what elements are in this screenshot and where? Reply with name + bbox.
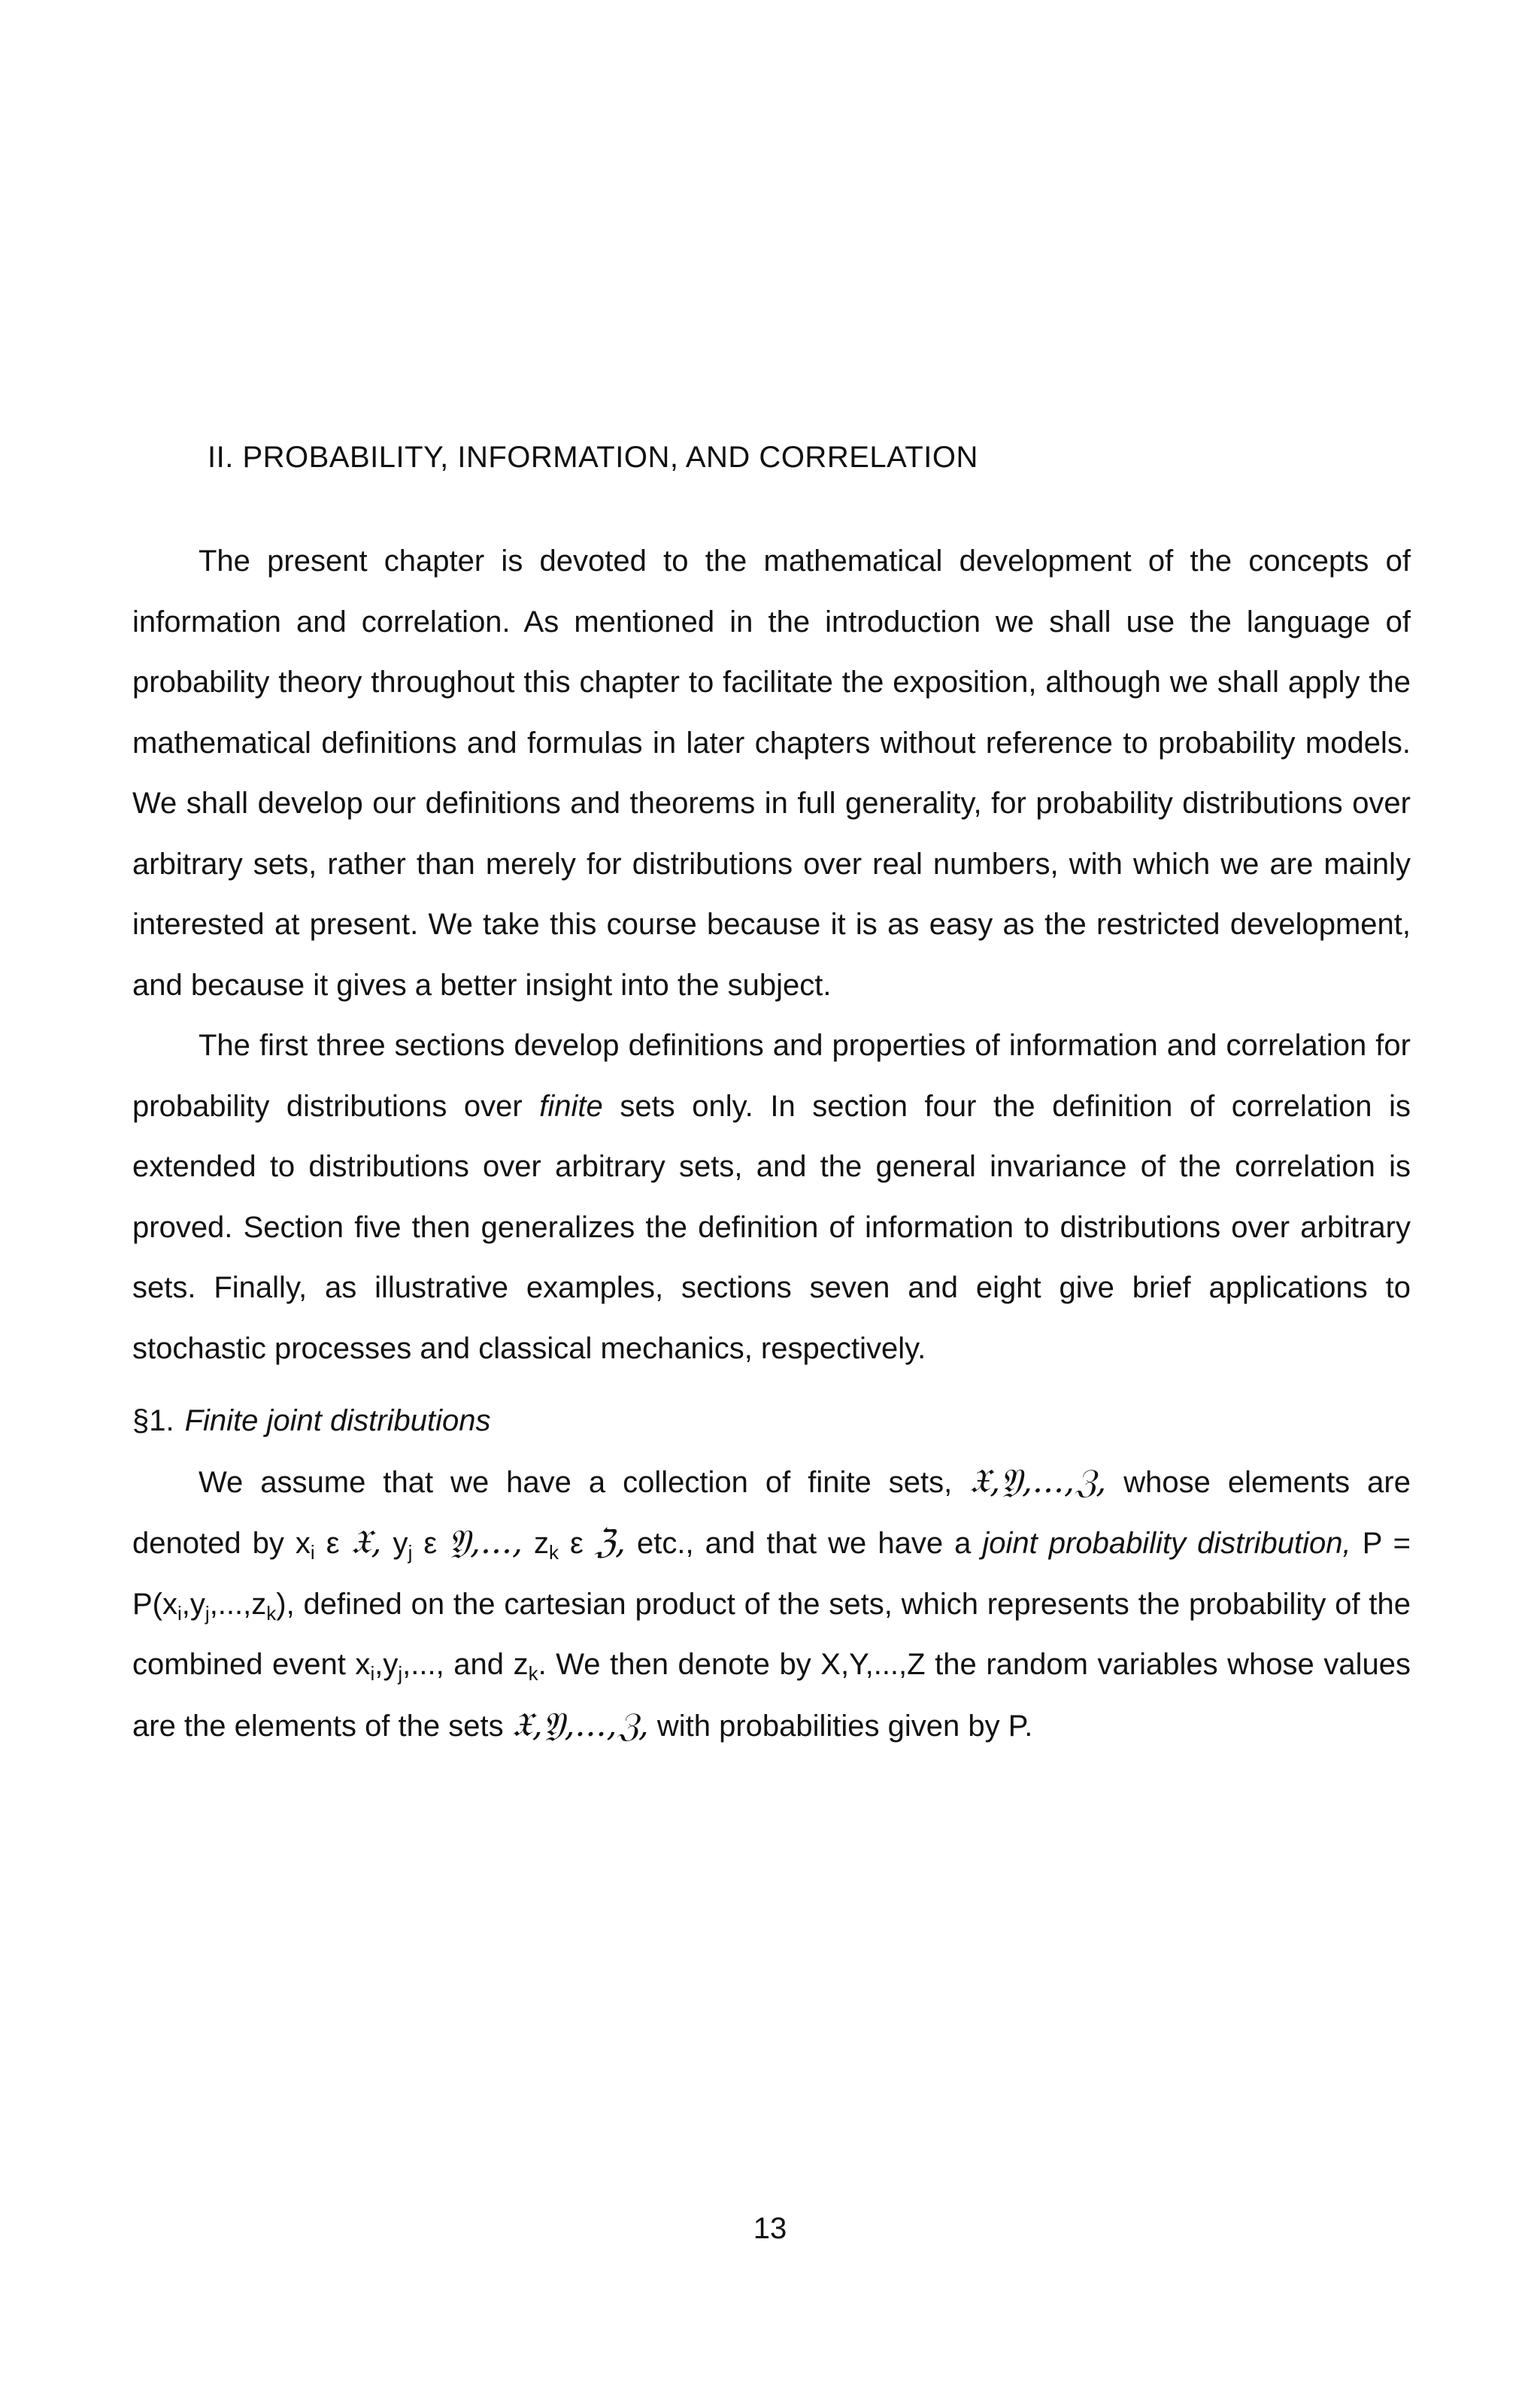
section-text: etc., and that we have a: [626, 1527, 983, 1560]
section-text: ε: [314, 1527, 351, 1560]
set-symbols: 𝔛,𝔜,...,ℨ,: [511, 1705, 649, 1744]
set-symbol: ℨ,: [594, 1523, 626, 1561]
section-text: ,y: [181, 1587, 205, 1621]
subscript: j: [408, 1541, 413, 1564]
section-text: We assume that we have a collection of finite sets,: [199, 1465, 970, 1499]
subscript: k: [266, 1601, 277, 1625]
chapter-title: II. PROBABILITY, INFORMATION, AND CORRELATION: [208, 441, 978, 474]
subscript: i: [370, 1662, 375, 1685]
section-text: ε: [412, 1527, 449, 1560]
set-symbol: 𝔛,: [350, 1523, 382, 1561]
section-text: P = P(x: [132, 1527, 1411, 1621]
intro-paragraph-1: The present chapter is devoted to the mathematical development of the concepts of information and correlation. As mentioned in the introduction we shall use the language of probability theory throughout this chapter to facilitate the exposition, although we shall apply the mathematical definitions and formulas in later chapters without reference to probability models. We shall develop our definitions and theorems in full generality, for probability distributions over arbitrary sets, rather than merely for distributions over real numbers, with which we are mainly interested at present. We take this course because it is as easy as the restricted development, and because it gives a better insight into the subject.: [132, 545, 1411, 1002]
intro-paragraph-2: [132, 1015, 1411, 1379]
subscript: i: [177, 1601, 182, 1625]
page-body: [132, 436, 1411, 1756]
set-symbols: 𝔛,𝔜,...,ℨ,: [969, 1461, 1107, 1500]
section-text: ,...,z: [209, 1587, 267, 1621]
section-text: ), defined on the cartesian product of the sets, which represents the probability of the combined event x: [132, 1587, 1411, 1681]
section-text: ε: [559, 1527, 595, 1560]
section-paragraph: [132, 1452, 1411, 1757]
subscript: k: [528, 1662, 538, 1685]
section-heading: [132, 1391, 1411, 1452]
page-number: 13: [753, 2212, 787, 2245]
section-text: y: [381, 1527, 408, 1560]
subscript: j: [398, 1662, 403, 1685]
intro-paragraph-2-text-b: sets only. In section four the definition of correlation is extended to distributions over arbitrary sets, and the general invariance of the correlation is proved. Section five then generalizes the definition of information to distributions over arbitrary sets. Finally, as illustrative examples, sections seven and eight give brief applications to stochastic processes and classical mechanics, respectively.: [132, 1089, 1411, 1365]
section-text: . We then denote by X,Y,...,Z the random variables whose values are the elements of the sets: [132, 1648, 1411, 1743]
section-text: whose elements are denoted by x: [132, 1465, 1411, 1560]
section-text: with probabilities given by P.: [648, 1709, 1033, 1743]
subscript: i: [310, 1541, 315, 1564]
set-symbol: 𝔜,...,: [448, 1523, 523, 1561]
section-title: Finite joint distributions: [184, 1404, 491, 1437]
intro-paragraph-2-text-a: The first three sections develop definitions and properties of information and correlation for probability distributions over: [132, 1029, 1411, 1123]
section-symbol: §1.: [132, 1404, 174, 1437]
subscript: j: [205, 1601, 210, 1625]
subscript: k: [549, 1541, 559, 1564]
emphasis-joint-distribution: joint probability distribution,: [982, 1527, 1351, 1560]
section-text: ,y: [374, 1648, 399, 1681]
intro-paragraph-2-emphasis: finite: [539, 1089, 603, 1123]
section-text: ,..., and z: [402, 1648, 529, 1681]
section-text: z: [523, 1527, 550, 1560]
